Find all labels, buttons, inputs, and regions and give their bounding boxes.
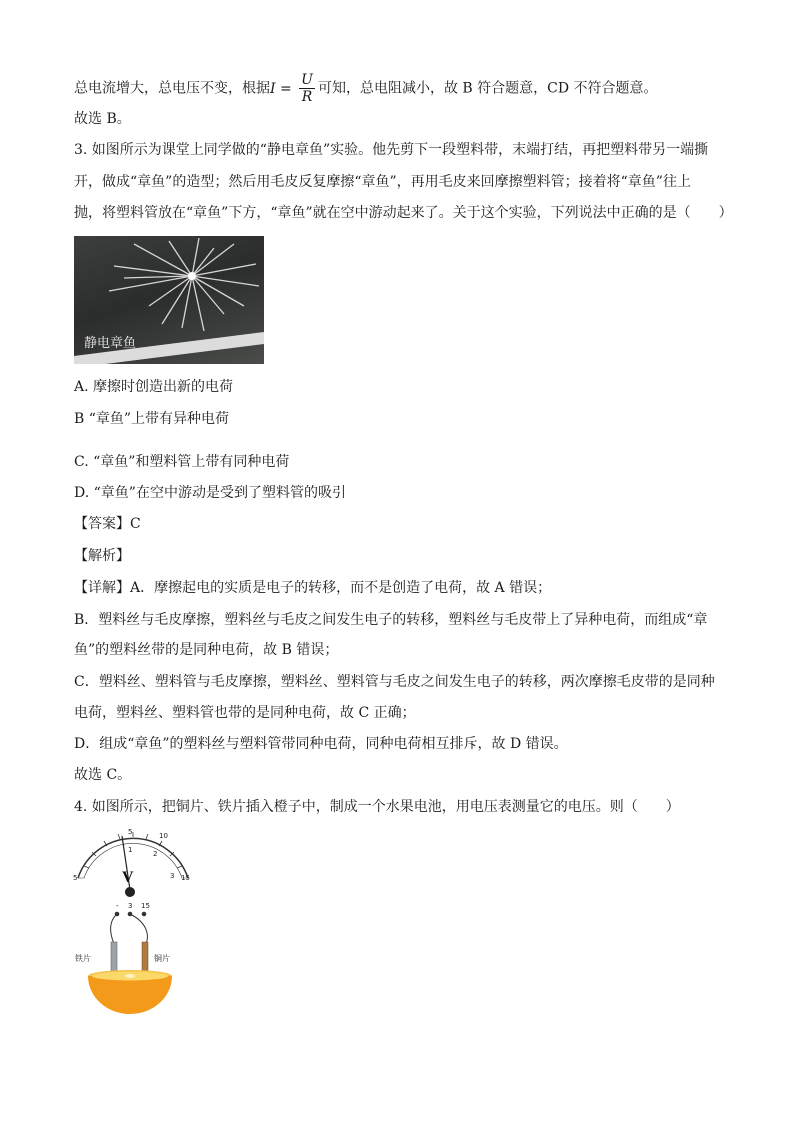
question-3-line-3: 抛，将塑料管放在“章鱼”下方，“章鱼”就在空中游动起来了。关于这个实验，下列说法中正确的是（ ） <box>74 205 733 221</box>
scale-inner-1: 1 <box>128 846 133 854</box>
analysis-label: 【解析】 <box>74 548 130 564</box>
detail-line-7: 故选 C。 <box>74 767 132 783</box>
option-c: C. “章鱼”和塑料管上带有同种电荷 <box>74 454 290 470</box>
scale-inner-3: 3 <box>170 872 175 880</box>
static-octopus-photo <box>74 236 264 364</box>
terminal-3: 3 <box>128 902 133 910</box>
iron-plate-label: 铁片 <box>75 954 91 963</box>
detail-line-4: C．塑料丝、塑料管与毛皮摩擦，塑料丝、塑料管与毛皮之间发生电子的转移，两次摩擦毛皮带的是同种 <box>74 674 715 690</box>
voltmeter-and-orange-graphic <box>70 826 200 1016</box>
scale-inner-2: 2 <box>153 850 158 858</box>
answer-line <box>74 514 141 534</box>
detail-line-1: 【详解】A．摩擦起电的实质是电子的转移，而不是创造了电荷，故 A 错误； <box>74 580 552 596</box>
question-4-line: 4. 如图所示，把铜片、铁片插入橙子中，制成一个水果电池，用电压表测量它的电压。则（ ） <box>74 799 680 815</box>
formula-denominator: R <box>301 89 313 105</box>
formula-eq: = <box>275 80 297 97</box>
scale-top-10: 10 <box>159 832 168 840</box>
option-a: A. 摩擦时创造出新的电荷 <box>74 379 234 395</box>
scale-top-5: 5 <box>128 828 133 836</box>
answer-value: C <box>130 516 141 532</box>
line-1-prefix: 总电流增大，总电压不变，根据 <box>74 80 270 97</box>
answer-label: 【答案】 <box>74 516 130 532</box>
question-3-line-2: 开，做成“章鱼”的造型；然后用毛皮反复摩擦“章鱼”，再用毛皮来回摩擦塑料管；接着将“章鱼”往上 <box>74 174 691 190</box>
terminal-minus: - <box>116 902 119 910</box>
option-d: D. “章鱼”在空中游动是受到了塑料管的吸引 <box>74 485 346 501</box>
text-line-2: 故选 B。 <box>74 111 131 127</box>
question-3-line-1: 3. 如图所示为课堂上同学做的“静电章鱼”实验。他先剪下一段塑料带，末端打结，再把塑料带另一端撕 <box>74 142 709 158</box>
scale-left-outer: 5 <box>73 874 78 882</box>
fruit-battery-figure <box>70 826 200 1016</box>
detail-line-5: 电荷，塑料丝、塑料管也带的是同种电荷，故 C 正确； <box>74 705 416 721</box>
text-line-1 <box>74 72 658 105</box>
formula-fraction <box>299 72 315 105</box>
formula-numerator: U <box>301 72 313 88</box>
ohm-formula <box>270 72 318 105</box>
photo-caption: 静电章鱼 <box>84 336 137 351</box>
line-1-suffix: 可知，总电阻减小，故 B 符合题意，CD 不符合题意。 <box>317 80 658 97</box>
copper-plate-label: 铜片 <box>154 954 170 963</box>
formula-lhs: I <box>270 80 276 97</box>
scale-right-outer: 15 <box>181 874 190 882</box>
terminal-15: 15 <box>141 902 150 910</box>
detail-line-6: D．组成“章鱼”的塑料丝与塑料管带同种电荷，同种电荷相互排斥，故 D 错误。 <box>74 736 568 752</box>
option-b: B “章鱼”上带有异种电荷 <box>74 411 230 427</box>
voltmeter-pivot <box>125 887 135 897</box>
detail-line-3: 鱼”的塑料丝带的是同种电荷，故 B 错误； <box>74 642 339 658</box>
detail-line-2: B．塑料丝与毛皮摩擦，塑料丝与毛皮之间发生电子的转移，塑料丝与毛皮带上了异种电荷，而组成“章 <box>74 612 708 628</box>
voltmeter-unit: V <box>122 869 134 886</box>
